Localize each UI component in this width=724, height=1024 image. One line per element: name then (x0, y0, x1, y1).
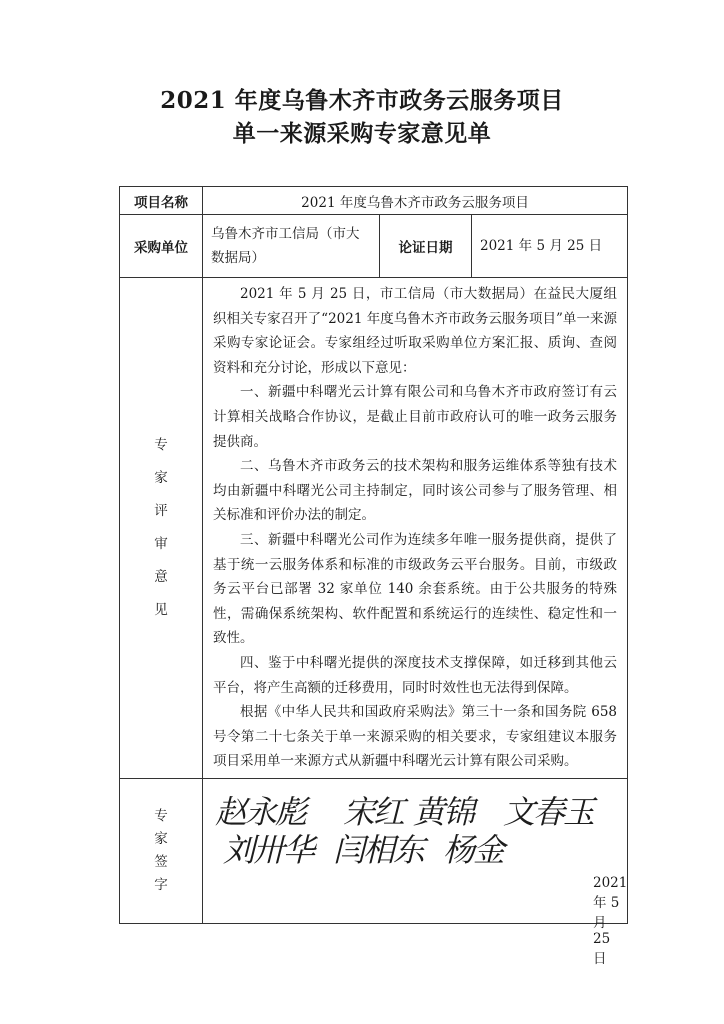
row-signatures (120, 778, 628, 923)
row-opinion (120, 278, 628, 779)
signature-area (203, 778, 628, 967)
handwritten-signature: 闫相东 (333, 830, 424, 869)
opinion-paragraph: 一、新疆中科曙光云计算有限公司和乌鲁木齐市政府签订有云计算相关战略合作协议，是截止目前市政府认可的唯一政务云服务提供商。 (213, 384, 617, 450)
signature-label-char: 签 (154, 853, 168, 870)
handwritten-signature: 宋红 (343, 792, 404, 831)
opinion-label-char: 评 (154, 502, 168, 519)
project-name-label: 项目名称 (120, 187, 203, 215)
opinion-label-char: 意 (154, 568, 168, 585)
row-project-name (120, 187, 628, 215)
signature-label-char: 家 (154, 830, 168, 847)
handwritten-signature: 赵永彪 (215, 792, 306, 831)
purchaser-value: 乌鲁木齐市工信局（市大数据局） (203, 215, 380, 278)
opinion-paragraph: 根据《中华人民共和国政府采购法》第三十一条和国务院 658 号令第二十七条关于单一来源采购的相关要求，专家组建议本服务项目采用单一来源方式从新疆中科曙光云计算有限公司采购。 (213, 704, 617, 770)
signature-label-char: 专 (154, 807, 168, 824)
title-line-2: 单一来源采购专家意见单 (232, 120, 492, 147)
signature-label-char: 字 (154, 876, 168, 893)
opinion-body (203, 278, 628, 779)
row-purchaser (120, 215, 628, 278)
handwritten-signature: 杨金 (443, 830, 504, 869)
opinion-paragraph: 2021 年 5 月 25 日，市工信局（市大数据局）在益民大厦组织相关专家召开了“2021 年度乌鲁木齐市政务云服务项目”单一来源采购专家论证会。专家组经过听取采购单位方案汇报、质询、查阅资料和充分讨论，形成以下意见： (213, 286, 617, 376)
opinion-label-char: 专 (154, 436, 168, 453)
opinion-paragraph: 三、新疆中科曙光公司作为连续多年唯一服务提供商，提供了基于统一云服务体系和标准的市级政务云平台服务。目前，市级政务云平台已部署 32 家单位 140 余套系统。由于公共服务的特殊性，需确保系统架构、软件配置和系统运行的连续性、稳定性和一致性。 (213, 531, 617, 647)
opinion-label (120, 278, 203, 779)
opinion-label-char: 家 (154, 469, 168, 486)
opinion-paragraph: 二、乌鲁木齐市政务云的技术架构和服务运维体系等独有技术均由新疆中科曙光公司主持制定，同时该公司参与了服务管理、相关标准和评价办法的制定。 (213, 458, 617, 524)
signature-label (120, 778, 203, 923)
expert-opinion-form (119, 186, 628, 967)
project-name-value: 2021 年度乌鲁木齐市政务云服务项目 (203, 187, 628, 215)
purchaser-label: 采购单位 (120, 215, 203, 278)
review-date-value: 2021 年 5 月 25 日 (472, 215, 628, 278)
opinion-paragraph: 四、鉴于中科曙光提供的深度技术支撑保障，如迁移到其他云平台，将产生高额的迁移费用，同时时效性也无法得到保障。 (213, 654, 617, 696)
signature-date: 2021 年 5 月 25 日 (593, 874, 628, 967)
review-date-label: 论证日期 (380, 215, 472, 278)
handwritten-signature: 黄锦 (413, 792, 474, 831)
title-line-1: 2021 年度乌鲁木齐市政务云服务项目 (160, 87, 564, 114)
opinion-label-char: 审 (154, 535, 168, 552)
opinion-label-char: 见 (154, 601, 168, 618)
handwritten-signature: 刘卅华 (223, 830, 314, 869)
handwritten-signature: 文春玉 (503, 792, 594, 831)
document-title (0, 84, 724, 150)
